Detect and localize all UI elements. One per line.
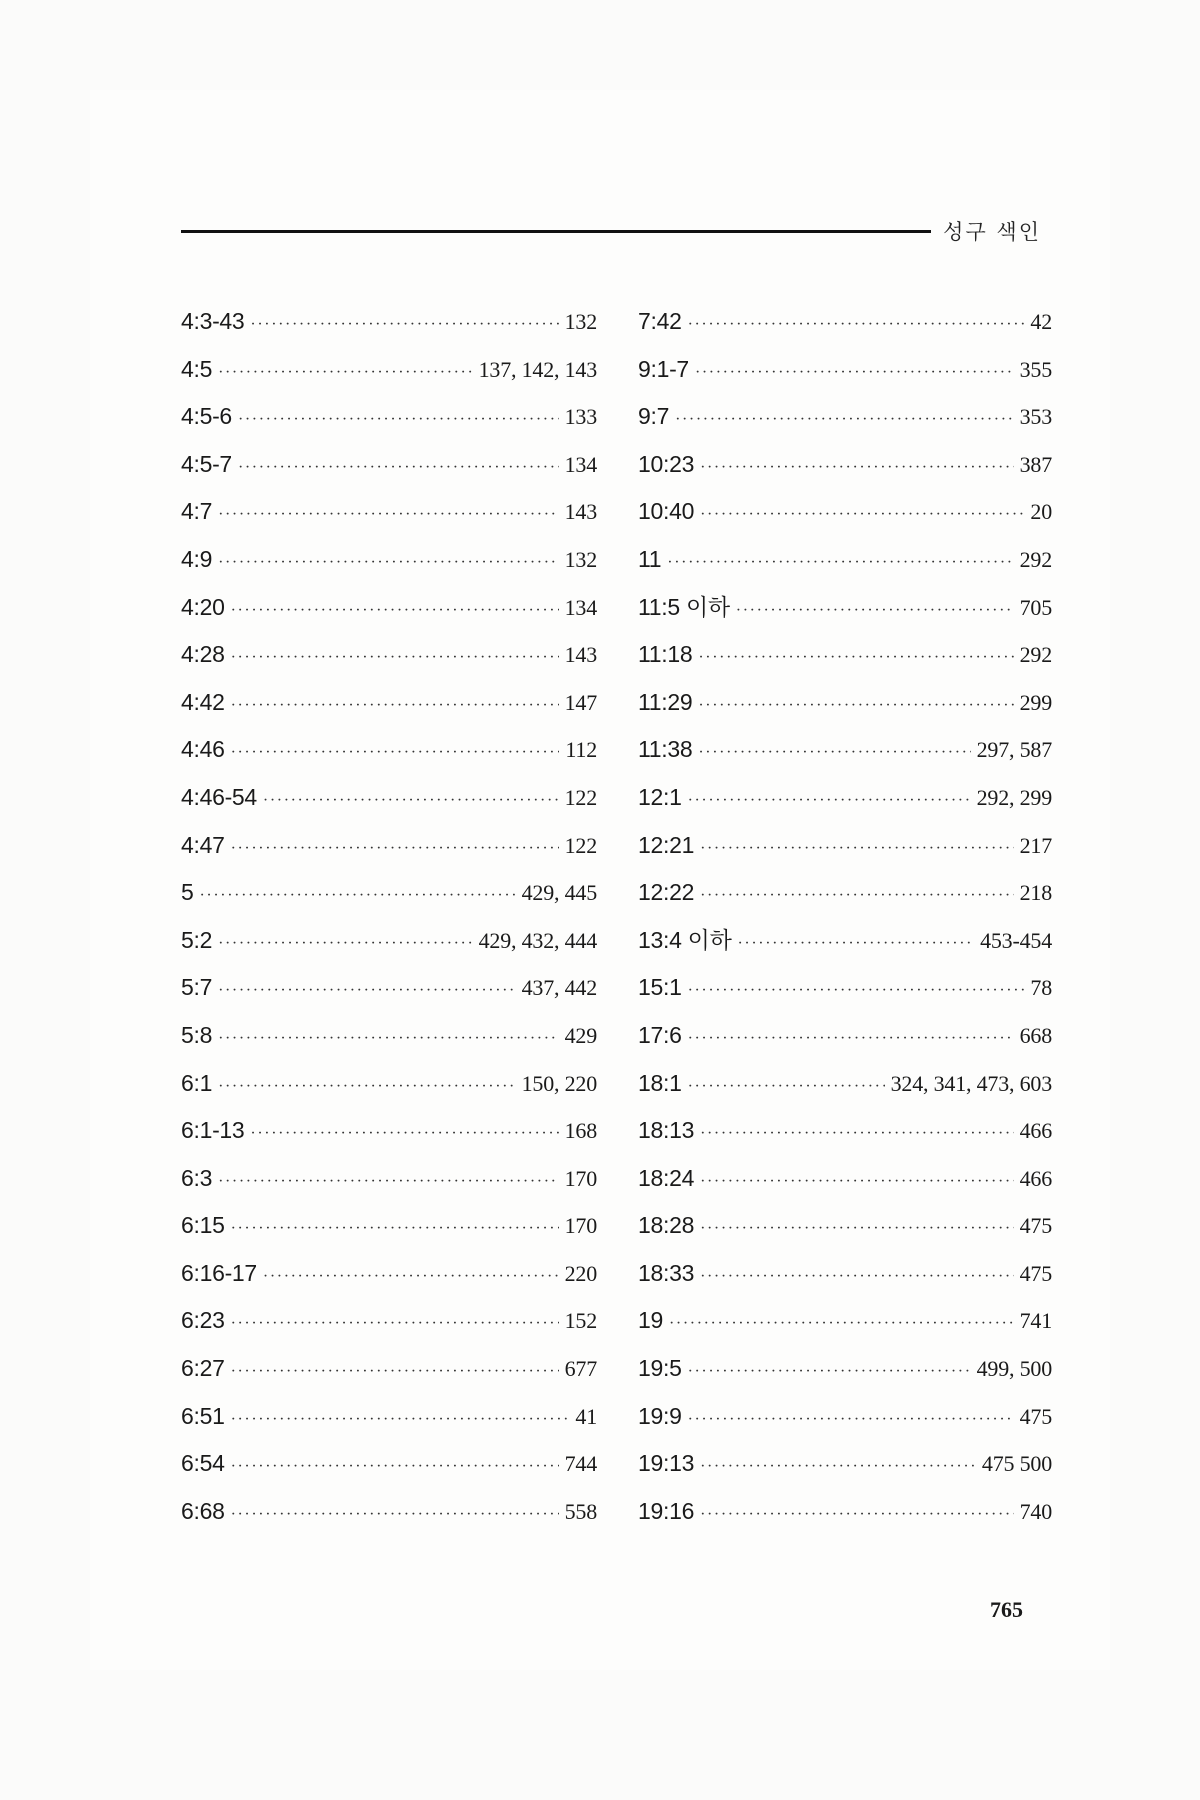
entry-reference: 6:1: [181, 1069, 213, 1096]
entry-pages: 558: [564, 1498, 597, 1524]
dot-leader: [700, 1443, 976, 1491]
index-entry: [181, 441, 597, 489]
dot-leader: [231, 1300, 559, 1348]
index-entry: [181, 869, 597, 917]
dot-leader: [738, 920, 975, 968]
entry-reference: 12:1: [638, 783, 682, 810]
entry-pages: 299: [1019, 689, 1052, 715]
entry-pages: 297, 587: [976, 737, 1052, 763]
dot-leader: [218, 349, 473, 397]
entry-pages: 475: [1019, 1213, 1052, 1239]
entry-reference: 10:23: [638, 450, 695, 477]
dot-leader: [688, 1063, 885, 1111]
dot-leader: [231, 1396, 570, 1444]
dot-leader: [688, 1348, 971, 1396]
dot-leader: [700, 1205, 1014, 1253]
entry-pages: 42: [1030, 309, 1052, 334]
index-entry: [638, 1060, 1052, 1108]
dot-leader: [263, 777, 559, 825]
dot-leader: [667, 539, 1013, 587]
index-entry: [638, 1107, 1052, 1155]
entry-reference: 4:7: [181, 498, 213, 525]
dot-leader: [698, 634, 1013, 682]
index-entry: [181, 679, 597, 727]
dot-leader: [700, 825, 1014, 873]
dot-leader: [688, 1396, 1014, 1444]
index-entry: [638, 1155, 1052, 1203]
dot-leader: [700, 1110, 1014, 1158]
entry-reference: 11: [638, 545, 662, 572]
entry-pages: 150, 220: [521, 1070, 597, 1096]
dot-leader: [700, 1158, 1014, 1206]
entry-reference: 15:1: [638, 974, 682, 1001]
entry-pages: 137, 142, 143: [478, 356, 597, 382]
entry-reference: 13:4 이하: [638, 926, 732, 953]
entry-reference: 7:42: [638, 308, 682, 334]
dot-leader: [218, 967, 516, 1015]
entry-reference: 18:33: [638, 1259, 695, 1286]
dot-leader: [688, 1015, 1014, 1063]
running-header: [181, 216, 1041, 246]
index-column-left: [181, 298, 597, 1535]
index-entry: [181, 822, 597, 870]
index-entry: [181, 1060, 597, 1108]
index-entry: [181, 1393, 597, 1441]
entry-pages: 217: [1019, 832, 1052, 858]
dot-leader: [688, 301, 1025, 349]
dot-leader: [231, 1491, 559, 1539]
index-entry: [181, 1202, 597, 1250]
index-entry: [638, 346, 1052, 394]
dot-leader: [231, 587, 559, 635]
dot-leader: [700, 872, 1014, 920]
entry-pages: 78: [1030, 975, 1052, 1001]
dot-leader: [700, 1491, 1014, 1539]
entry-reference: 11:5 이하: [638, 593, 730, 620]
dot-leader: [200, 872, 516, 920]
entry-reference: 4:3-43: [181, 308, 245, 334]
entry-pages: 132: [564, 546, 597, 572]
index-entry: [181, 536, 597, 584]
entry-reference: 6:54: [181, 1450, 225, 1477]
entry-reference: 10:40: [638, 498, 695, 525]
index-entry: [638, 917, 1052, 965]
entry-pages: 466: [1019, 1165, 1052, 1191]
entry-pages: 453-454: [980, 927, 1052, 953]
index-entry: [181, 1250, 597, 1298]
entry-pages: 220: [564, 1260, 597, 1286]
entry-pages: 499, 500: [976, 1356, 1052, 1382]
header-rule: [181, 230, 931, 233]
index-entry: [181, 393, 597, 441]
entry-pages: 668: [1019, 1022, 1052, 1048]
entry-pages: 132: [564, 309, 597, 334]
entry-reference: 6:23: [181, 1307, 225, 1334]
entry-reference: 5:7: [181, 974, 213, 1001]
entry-reference: 19:13: [638, 1450, 695, 1477]
entry-reference: 4:5-7: [181, 450, 232, 477]
index-entry: [638, 869, 1052, 917]
index-entry: [638, 393, 1052, 441]
dot-leader: [238, 396, 559, 444]
dot-leader: [238, 444, 559, 492]
dot-leader: [231, 1348, 559, 1396]
entry-pages: 134: [564, 451, 597, 477]
dot-leader: [231, 825, 559, 873]
index-entry: [638, 1440, 1052, 1488]
entry-reference: 18:24: [638, 1164, 695, 1191]
index-entry: [181, 917, 597, 965]
dot-leader: [250, 301, 558, 349]
entry-reference: 11:29: [638, 688, 693, 715]
entry-pages: 324, 341, 473, 603: [890, 1070, 1052, 1096]
entry-reference: 18:28: [638, 1212, 695, 1239]
dot-leader: [218, 539, 559, 587]
index-entry: [638, 536, 1052, 584]
index-entry: [638, 298, 1052, 346]
entry-pages: 741: [1019, 1308, 1052, 1334]
entry-pages: 152: [564, 1308, 597, 1334]
entry-pages: 429, 445: [521, 880, 597, 906]
index-entry: [181, 774, 597, 822]
entry-reference: 6:15: [181, 1212, 225, 1239]
dot-leader: [218, 491, 559, 539]
entry-reference: 5:8: [181, 1021, 213, 1048]
entry-reference: 6:16-17: [181, 1259, 257, 1286]
entry-reference: 9:7: [638, 403, 670, 430]
entry-pages: 429: [564, 1022, 597, 1048]
entry-reference: 4:46: [181, 736, 225, 763]
entry-reference: 6:3: [181, 1164, 213, 1191]
index-entry: [181, 631, 597, 679]
entry-reference: 4:5-6: [181, 403, 232, 430]
entry-pages: 740: [1019, 1498, 1052, 1524]
entry-reference: 18:1: [638, 1069, 682, 1096]
entry-pages: 353: [1019, 404, 1052, 430]
entry-reference: 6:27: [181, 1355, 225, 1382]
entry-reference: 19:5: [638, 1355, 682, 1382]
index-entry: [638, 631, 1052, 679]
index-entry: [638, 1250, 1052, 1298]
entry-reference: 19:16: [638, 1497, 695, 1524]
dot-leader: [231, 1205, 559, 1253]
entry-pages: 744: [564, 1451, 597, 1477]
header-title: 성구 색인: [943, 220, 1041, 244]
entry-pages: 143: [564, 499, 597, 525]
entry-pages: 355: [1019, 356, 1052, 382]
entry-reference: 12:21: [638, 831, 695, 858]
index-entry: [638, 1488, 1052, 1536]
entry-pages: 134: [564, 594, 597, 620]
entry-pages: 677: [564, 1356, 597, 1382]
entry-reference: 12:22: [638, 879, 695, 906]
entry-reference: 6:51: [181, 1402, 225, 1429]
dot-leader: [669, 1300, 1014, 1348]
index-entry: [638, 774, 1052, 822]
entry-pages: 292: [1019, 546, 1052, 572]
entry-reference: 4:5: [181, 355, 213, 382]
index-entry: [181, 298, 597, 346]
entry-reference: 4:46-54: [181, 783, 257, 810]
entry-pages: 20: [1030, 499, 1052, 525]
dot-leader: [700, 444, 1014, 492]
index-entry: [638, 1202, 1052, 1250]
dot-leader: [250, 1110, 558, 1158]
entry-reference: 19: [638, 1307, 663, 1334]
index-entry: [181, 1488, 597, 1536]
index-entry: [181, 346, 597, 394]
index-entry: [181, 488, 597, 536]
entry-reference: 17:6: [638, 1021, 682, 1048]
dot-leader: [231, 729, 560, 777]
index-entry: [181, 1012, 597, 1060]
entry-pages: 429, 432, 444: [478, 927, 597, 953]
entry-pages: 168: [564, 1118, 597, 1144]
entry-reference: 9:1-7: [638, 355, 689, 382]
index-entry: [638, 1297, 1052, 1345]
entry-reference: 4:20: [181, 593, 225, 620]
index-entry: [638, 488, 1052, 536]
dot-leader: [700, 491, 1024, 539]
index-entry: [181, 964, 597, 1012]
dot-leader: [700, 1253, 1014, 1301]
dot-leader: [218, 920, 473, 968]
entry-reference: 4:9: [181, 545, 213, 572]
dot-leader: [688, 967, 1025, 1015]
entry-pages: 122: [564, 832, 597, 858]
index-column-right: [638, 298, 1052, 1535]
entry-pages: 133: [564, 404, 597, 430]
entry-reference: 4:42: [181, 688, 225, 715]
dot-leader: [263, 1253, 559, 1301]
index-entry: [638, 584, 1052, 632]
dot-leader: [688, 777, 971, 825]
index-entry: [638, 964, 1052, 1012]
entry-reference: 18:13: [638, 1117, 695, 1144]
entry-pages: 475 500: [981, 1451, 1052, 1477]
entry-pages: 475: [1019, 1403, 1052, 1429]
entry-pages: 41: [575, 1403, 597, 1429]
index-entry: [638, 726, 1052, 774]
entry-pages: 170: [564, 1165, 597, 1191]
entry-reference: 4:28: [181, 641, 225, 668]
entry-pages: 387: [1019, 451, 1052, 477]
dot-leader: [231, 634, 559, 682]
dot-leader: [675, 396, 1014, 444]
dot-leader: [231, 1443, 559, 1491]
index-entry: [181, 726, 597, 774]
entry-pages: 143: [564, 642, 597, 668]
entry-pages: 122: [564, 784, 597, 810]
dot-leader: [218, 1158, 559, 1206]
entry-reference: 11:18: [638, 641, 693, 668]
index-entry: [638, 1393, 1052, 1441]
entry-reference: 6:1-13: [181, 1117, 245, 1144]
entry-reference: 4:47: [181, 831, 225, 858]
dot-leader: [698, 682, 1013, 730]
index-entry: [181, 584, 597, 632]
entry-pages: 292, 299: [976, 784, 1052, 810]
entry-reference: 11:38: [638, 736, 693, 763]
entry-reference: 5:2: [181, 926, 213, 953]
index-entry: [638, 441, 1052, 489]
entry-reference: 6:68: [181, 1497, 225, 1524]
entry-reference: 19:9: [638, 1402, 682, 1429]
entry-pages: 437, 442: [521, 975, 597, 1001]
dot-leader: [218, 1015, 559, 1063]
entry-pages: 147: [564, 689, 597, 715]
index-entry: [181, 1440, 597, 1488]
index-entry: [181, 1107, 597, 1155]
page-number: 765: [990, 1597, 1023, 1622]
dot-leader: [736, 587, 1014, 635]
dot-leader: [218, 1063, 516, 1111]
dot-leader: [695, 349, 1014, 397]
entry-pages: 705: [1019, 594, 1052, 620]
dot-leader: [698, 729, 970, 777]
entry-pages: 112: [565, 737, 597, 763]
entry-pages: 170: [564, 1213, 597, 1239]
index-entry: [638, 679, 1052, 727]
entry-pages: 466: [1019, 1118, 1052, 1144]
dot-leader: [231, 682, 559, 730]
entry-reference: 5: [181, 879, 194, 906]
entry-pages: 475: [1019, 1260, 1052, 1286]
entry-pages: 292: [1019, 642, 1052, 668]
index-entry: [181, 1155, 597, 1203]
index-entry: [638, 1345, 1052, 1393]
index-entry: [181, 1345, 597, 1393]
index-entry: [638, 1012, 1052, 1060]
index-entry: [181, 1297, 597, 1345]
index-entry: [638, 822, 1052, 870]
entry-pages: 218: [1019, 880, 1052, 906]
